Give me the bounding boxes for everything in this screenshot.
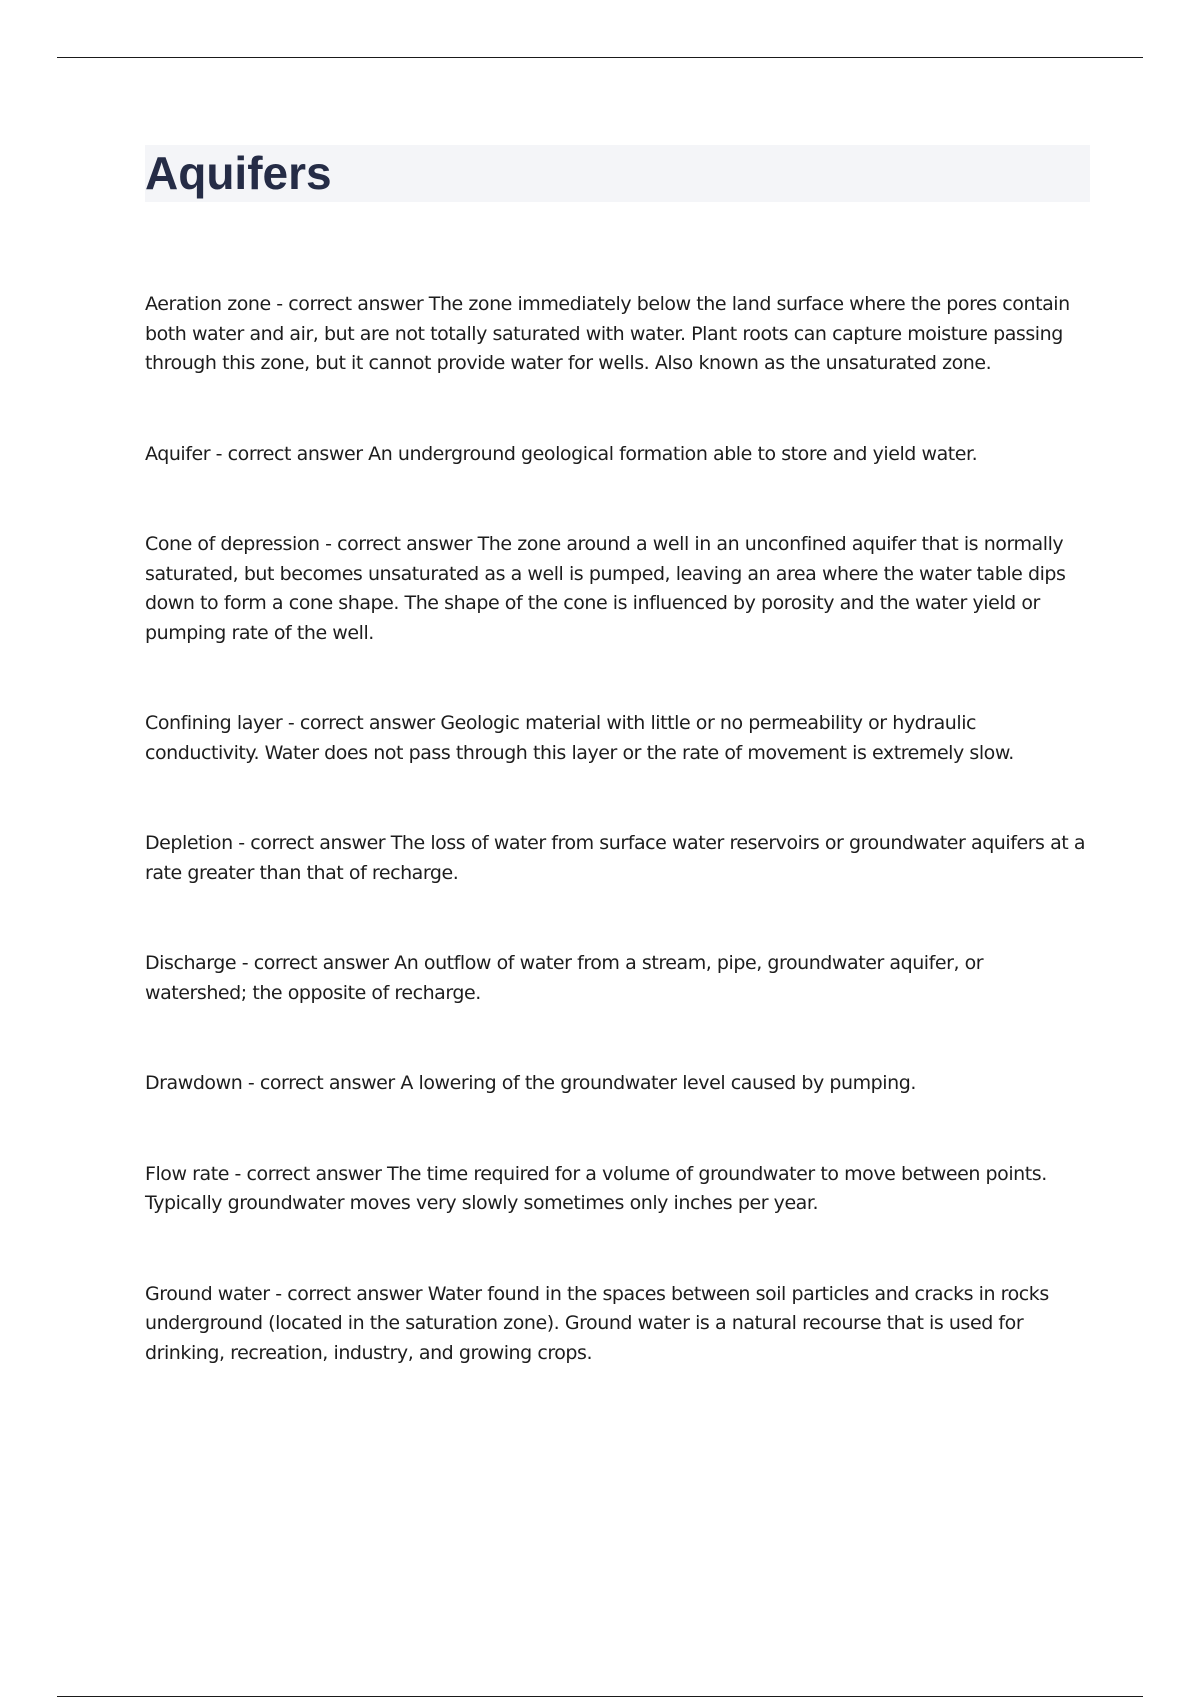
glossary-entry-cone-of-depression: Cone of depression - correct answer The zone around a well in an unconfined aquifer that is normally saturated, but becomes unsaturated as a well is pumped, leaving an area where the water table dips down to form a cone shape. The shape of the cone is influenced by porosity and the water yield or pumping rate of the well.	[145, 533, 1066, 644]
footer-rule	[57, 1696, 1143, 1697]
header-rule	[57, 57, 1143, 58]
glossary-entry-ground-water: Ground water - correct answer Water found in the spaces between soil particles and cracks in rocks underground (located in the saturation zone). Ground water is a natural recourse that is used for drinking, recreation, industry, and growing crops.	[145, 1282, 1049, 1364]
glossary-entry-depletion: Depletion - correct answer The loss of water from surface water reservoirs or groundwater aquifers at a rate greater than that of recharge.	[145, 832, 1086, 884]
glossary-entry-discharge: Discharge - correct answer An outflow of water from a stream, pipe, groundwater aquifer, or watershed; the opposite of recharge.	[145, 952, 984, 1004]
title-banner	[145, 145, 1090, 202]
glossary-entry-flow-rate: Flow rate - correct answer The time required for a volume of groundwater to move between points. Typically groundwater moves very slowly sometimes only inches per year.	[145, 1162, 1047, 1214]
glossary-entry-aquifer: Aquifer - correct answer An underground geological formation able to store and yield water.	[145, 442, 978, 465]
glossary-list	[145, 290, 1090, 1429]
glossary-entry-drawdown: Drawdown - correct answer A lowering of the groundwater level caused by pumping.	[145, 1072, 916, 1094]
glossary-entry-aeration-zone: Aeration zone - correct answer The zone immediately below the land surface where the pores contain both water and air, but are not totally saturated with water. Plant roots can capture moisture passing through this zone, but it cannot provide water for wells. Also known as the unsaturated zone.	[145, 293, 1070, 374]
page-title: Aquifers	[145, 147, 332, 199]
glossary-entry-confining-layer: Confining layer - correct answer Geologic material with little or no permeability or hydraulic conductivity. Water does not pass through this layer or the rate of movement is extremely slow.	[145, 712, 1014, 764]
